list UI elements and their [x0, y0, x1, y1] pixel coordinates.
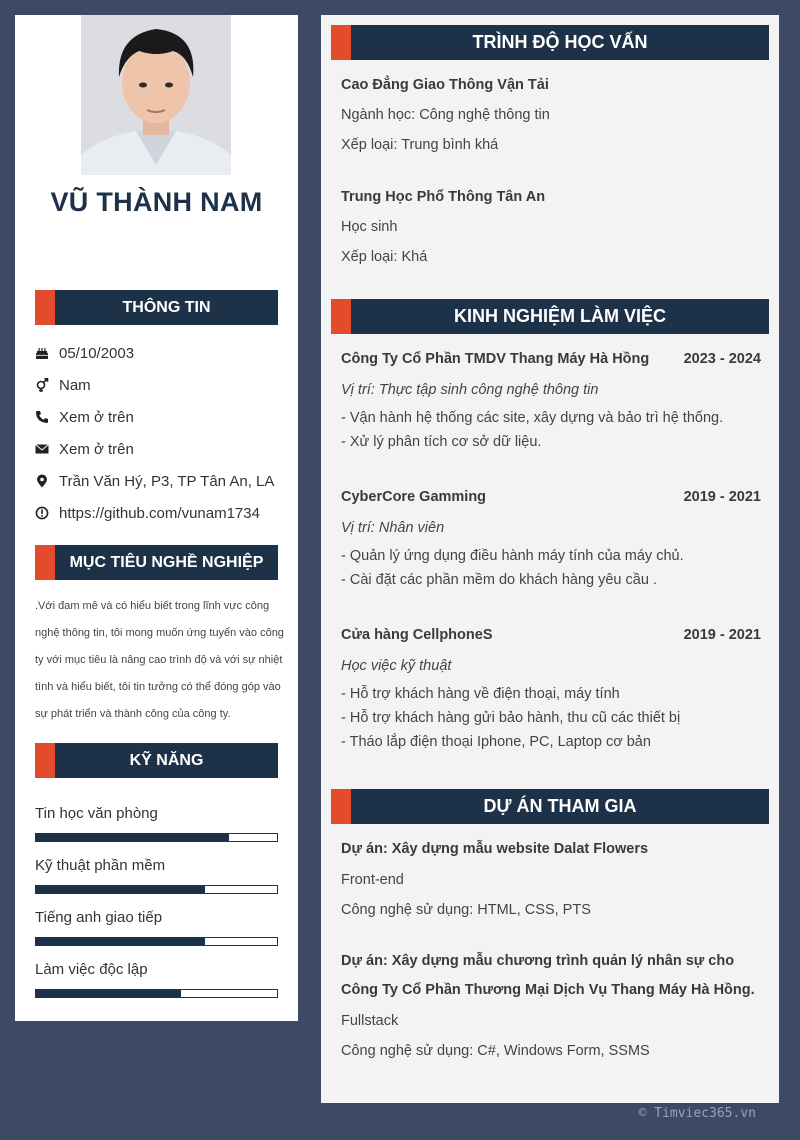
header-accent [35, 743, 55, 778]
skill-item [35, 909, 278, 961]
job-task: - Vận hành hệ thống các site, xây dựng và bảo trì hệ thống. [341, 410, 724, 426]
skill-bar-fill [36, 938, 205, 945]
project-title: Dự án: Xây dựng mẫu website Dalat Flowers [341, 841, 649, 857]
skill-bar-fill [36, 834, 229, 841]
project-title-continued: Công Ty Cổ Phần Thương Mại Dịch Vụ Thang Máy Hà Hồng. [341, 982, 755, 998]
project-tech: Công nghệ sử dụng: HTML, CSS, PTS [341, 902, 591, 918]
skills-list [35, 805, 278, 1013]
job-role: Vị trí: Nhân viên [341, 520, 445, 536]
info-circle-icon [35, 504, 59, 522]
info-email [35, 433, 295, 465]
project-item [341, 953, 761, 1059]
skill-item [35, 805, 278, 857]
skill-name: Kỹ thuật phần mềm [35, 857, 166, 874]
info-text: https://github.com/vunam1734 [59, 504, 260, 522]
project-title: Dự án: Xây dựng mẫu chương trình quản lý nhân sự cho [341, 953, 735, 969]
job-task: - Hỗ trợ khách hàng về điện thoại, máy tính [341, 686, 620, 702]
education-item [341, 77, 761, 153]
job-task: - Hỗ trợ khách hàng gửi bảo hành, thu cũ các thiết bị [341, 710, 681, 726]
education-detail: Học sinh [341, 219, 398, 235]
skill-item [35, 961, 278, 1013]
skill-bar [35, 937, 278, 946]
location-pin-icon [35, 472, 59, 490]
school-name: Trung Học Phổ Thông Tân An [341, 189, 546, 205]
skill-bar [35, 885, 278, 894]
education-item [341, 189, 761, 265]
experience-years: 2019 - 2021 [683, 627, 761, 643]
experience-item [341, 627, 761, 750]
header-accent [35, 290, 55, 325]
job-task: - Cài đặt các phần mềm do khách hàng yêu cầu . [341, 572, 657, 588]
job-role: Học việc kỹ thuật [341, 658, 452, 674]
main-content [321, 15, 779, 1103]
skill-item [35, 857, 278, 909]
skill-bar-fill [36, 990, 181, 997]
skill-bar [35, 989, 278, 998]
info-text: Xem ở trên [59, 440, 134, 458]
phone-icon [35, 408, 59, 426]
info-list [35, 337, 295, 529]
job-task: - Xử lý phân tích cơ sở dữ liệu. [341, 434, 542, 450]
experience-years: 2019 - 2021 [683, 489, 761, 505]
info-phone [35, 401, 295, 433]
section-title: THÔNG TIN [122, 299, 211, 316]
header-accent [35, 545, 55, 580]
project-role: Front-end [341, 872, 404, 888]
section-title: KỸ NĂNG [129, 752, 204, 769]
email-icon [35, 440, 59, 458]
company-name: Cửa hàng CellphoneS [341, 627, 493, 643]
project-tech: Công nghệ sử dụng: C#, Windows Form, SSMS [341, 1043, 650, 1059]
skill-bar-fill [36, 886, 205, 893]
section-title: TRÌNH ĐỘ HỌC VẤN [472, 32, 648, 52]
header-accent [331, 299, 351, 334]
experience-item [341, 351, 761, 450]
job-task: - Quản lý ứng dụng điều hành máy tính của máy chủ. [341, 548, 684, 564]
section-title: KINH NGHIỆM LÀM VIỆC [453, 306, 666, 326]
skill-name: Làm việc độc lập [35, 961, 148, 978]
watermark-footer: © Timviec365.vn [638, 1106, 756, 1121]
company-name: Công Ty Cổ Phần TMDV Thang Máy Hà Hồng [341, 351, 650, 367]
company-name: CyberCore Gamming [341, 489, 487, 505]
skill-name: Tiếng anh giao tiếp [35, 909, 163, 926]
info-text: Trần Văn Hý, P3, TP Tân An, LA [59, 472, 275, 490]
skill-bar [35, 833, 278, 842]
experience-item [341, 489, 761, 588]
section-title: DỰ ÁN THAM GIA [483, 796, 637, 816]
education-detail: Xếp loại: Khá [341, 249, 428, 265]
section-title: MỤC TIÊU NGHỀ NGHIỆP [69, 554, 264, 571]
section-header-skills [35, 743, 278, 778]
header-accent [331, 25, 351, 60]
project-role: Fullstack [341, 1013, 399, 1029]
section-header-objective [35, 545, 278, 580]
header-accent [331, 789, 351, 824]
info-text: Nam [59, 376, 91, 394]
education-detail: Xếp loại: Trung bình khá [341, 137, 499, 153]
info-address [35, 465, 295, 497]
section-header-experience [331, 299, 769, 334]
info-website [35, 497, 295, 529]
left-sidebar [15, 15, 298, 1021]
section-header-projects [331, 789, 769, 824]
birthday-cake-icon [35, 344, 59, 362]
section-header-info [35, 290, 278, 325]
candidate-name: VŨ THÀNH NAM [50, 187, 263, 217]
job-role: Vị trí: Thực tập sinh công nghệ thông tin [341, 382, 599, 398]
info-text: 05/10/2003 [59, 344, 135, 362]
section-header-education [331, 25, 769, 60]
school-name: Cao Đẳng Giao Thông Vận Tải [341, 77, 549, 93]
education-detail: Ngành học: Công nghệ thông tin [341, 107, 550, 123]
objective-text: .Với đam mê và có hiểu biết trong lĩnh vực công nghệ thông tin, tôi mong muốn ứng tuyển vào công ty với mục tiêu là nâng cao trình độ và với sự nhiệt tình và hiểu biết, tôi tin tưởng có thể đóng góp vào sự phát triển và thành công của công ty. [35, 600, 284, 720]
gender-icon [35, 376, 59, 394]
info-birthday [35, 337, 295, 369]
info-text: Xem ở trên [59, 408, 134, 426]
skill-name: Tin học văn phòng [35, 805, 158, 822]
job-task: - Tháo lắp điện thoại Iphone, PC, Laptop cơ bản [341, 734, 651, 750]
info-gender [35, 369, 295, 401]
project-item [341, 841, 761, 918]
profile-photo [81, 15, 231, 175]
experience-years: 2023 - 2024 [683, 351, 761, 367]
